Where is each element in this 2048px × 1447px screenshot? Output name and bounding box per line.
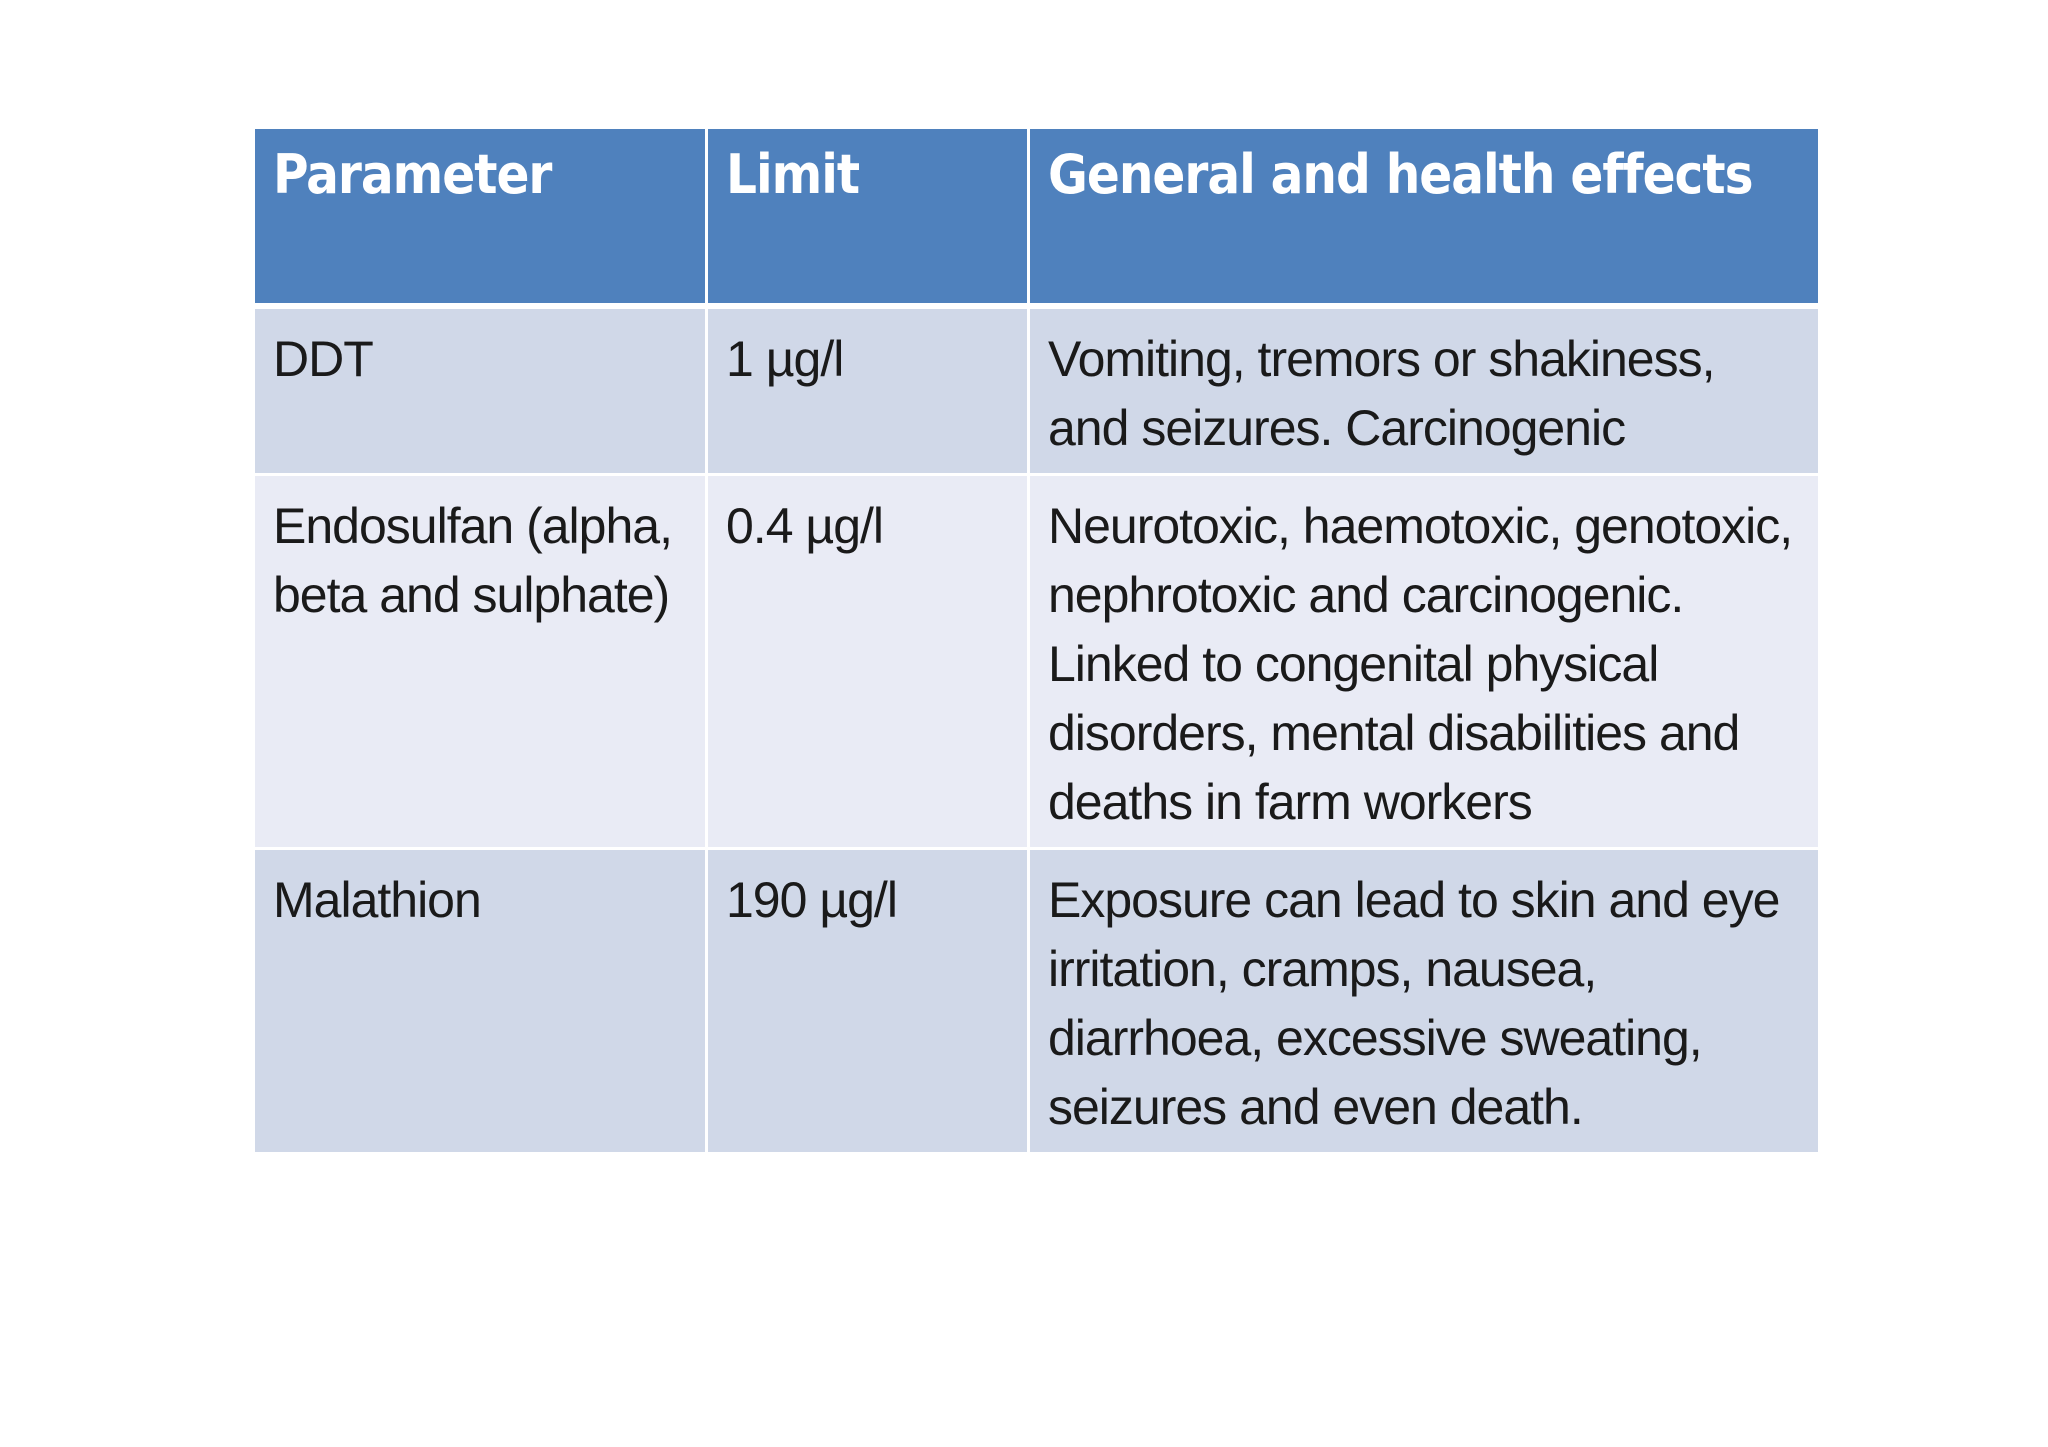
cell-health-effects: Vomiting, tremors or shakiness, and seizures. Carcinogenic: [1029, 306, 1820, 475]
pesticide-limits-table: [252, 126, 1821, 1155]
cell-health-effects: Neurotoxic, haemotoxic, genotoxic, nephrotoxic and carcinogenic. Linked to congenital physical disorders, mental disabilities and deaths in farm workers: [1029, 475, 1820, 849]
cell-limit: 190 µg/l: [707, 849, 1029, 1154]
table-row: [254, 849, 1820, 1154]
table-row: [254, 475, 1820, 849]
cell-limit: 1 µg/l: [707, 306, 1029, 475]
cell-parameter: DDT: [254, 306, 707, 475]
cell-limit: 0.4 µg/l: [707, 475, 1029, 849]
header-health-effects: General and health effects: [1029, 128, 1820, 307]
header-limit: Limit: [707, 128, 1029, 307]
cell-health-effects: Exposure can lead to skin and eye irritation, cramps, nausea, diarrhoea, excessive sweating, seizures and even death.: [1029, 849, 1820, 1154]
table-header-row: [254, 128, 1820, 307]
cell-parameter: Malathion: [254, 849, 707, 1154]
cell-parameter: Endosulfan (alpha, beta and sulphate): [254, 475, 707, 849]
table-row: [254, 306, 1820, 475]
header-parameter: Parameter: [254, 128, 707, 307]
